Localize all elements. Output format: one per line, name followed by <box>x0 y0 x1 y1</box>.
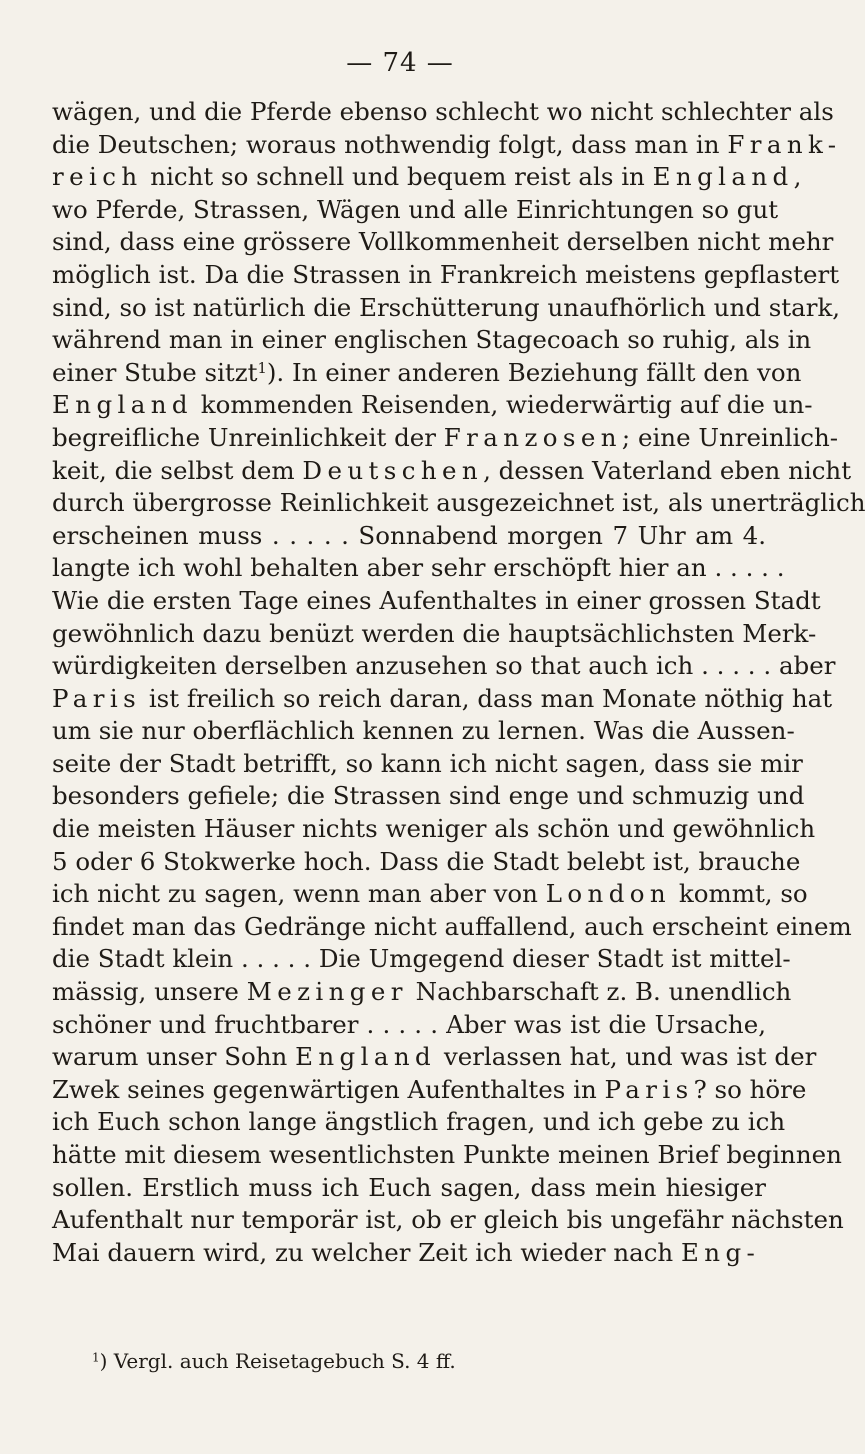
text-line <box>52 1041 817 1074</box>
footnote-reference: 1 <box>257 359 267 377</box>
text-line <box>52 226 834 259</box>
text-line <box>52 422 839 455</box>
text-run: kommenden Reisenden, wiederwärtig auf die un- <box>192 390 813 420</box>
text-run: Zwek seines gegenwärtigen Aufenthaltes in <box>52 1074 605 1104</box>
text-run: sollen. Erstlich muss ich Euch sagen, dass mein hiesiger <box>52 1172 766 1202</box>
text-run: ). In einer anderen Beziehung fällt den von <box>266 357 802 387</box>
page-number: — 74 — <box>346 48 454 78</box>
text-run: 5 oder 6 Stokwerke hoch. Dass die Stadt belebt ist, brauche <box>52 846 801 876</box>
text-line <box>52 357 802 390</box>
text-line <box>52 520 766 553</box>
text-line <box>52 585 821 618</box>
text-line <box>52 96 834 129</box>
text-run: kommt, so <box>671 879 808 909</box>
text-line <box>52 259 840 292</box>
text-line <box>52 1074 807 1107</box>
text-line <box>52 748 803 781</box>
text-run: sind, dass eine grössere Vollkommenheit derselben nicht mehr <box>52 227 834 257</box>
footnote-text: ) Vergl. auch Reisetagebuch S. 4 ff. <box>99 1349 456 1373</box>
text-run: schöner und fruchtbarer . . . . . Aber was ist die Ursache, <box>52 1009 766 1039</box>
text-run: Wie die ersten Tage eines Aufenthaltes in einer grossen Stadt <box>52 585 821 615</box>
text-run: verlassen hat, und was ist der <box>436 1042 817 1072</box>
emphasized-name: Paris <box>604 1074 694 1104</box>
text-run: keit, die selbst dem <box>52 455 303 485</box>
text-line <box>52 1172 766 1205</box>
text-run: warum unser Sohn <box>52 1042 296 1072</box>
text-line <box>52 1106 786 1139</box>
text-line <box>52 715 795 748</box>
text-run: besonders gefiele; die Strassen sind enge und schmuzig und <box>52 781 805 811</box>
text-line <box>52 1204 844 1237</box>
text-line <box>52 389 813 422</box>
text-line <box>52 194 779 227</box>
text-run: ; eine Unreinlich- <box>621 422 839 452</box>
text-run: findet man das Gedränge nicht auffallend, auch erscheint einem <box>52 911 852 941</box>
text-run: seite der Stadt betrifft, so kann ich nicht sagen, dass sie mir <box>52 748 803 778</box>
text-run: Mai dauern wird, zu welcher Zeit ich wieder nach <box>52 1237 681 1267</box>
emphasized-name: England <box>295 1042 437 1072</box>
text-run: durch übergrosse Reinlichkeit ausgezeichnet ist, als unerträglich <box>52 488 865 518</box>
emphasized-name: Frank- <box>727 129 842 159</box>
text-run: gewöhnlich dazu benüzt werden die hauptsächlichsten Merk- <box>52 618 817 648</box>
emphasized-name: Deutschen <box>302 455 484 485</box>
text-run: erscheinen muss . . . . . Sonnabend morgen 7 Uhr am 4. <box>52 520 766 550</box>
text-line <box>52 650 836 683</box>
text-run: die Deutschen; woraus nothwendig folgt, dass man in <box>52 129 728 159</box>
text-run: einer Stube sitzt <box>52 357 258 387</box>
text-run: hätte mit diesem wesentlichsten Punkte meinen Brief beginnen <box>52 1140 842 1169</box>
footnote <box>92 1348 456 1374</box>
text-run: mässig, unsere <box>52 977 247 1007</box>
text-run: um sie nur oberflächlich kennen zu lernen. Was die Aussen- <box>52 716 795 746</box>
text-line <box>52 552 785 585</box>
text-run: , <box>793 162 802 192</box>
text-line <box>52 487 865 520</box>
body-paragraph <box>52 96 865 1269</box>
emphasized-name: Mezinger <box>246 977 408 1007</box>
text-line <box>52 911 852 944</box>
text-line <box>52 780 805 813</box>
text-run: während man in einer englischen Stagecoach so ruhig, als in <box>52 325 812 355</box>
text-run: möglich ist. Da die Strassen in Frankreich meistens gepflastert <box>52 259 840 289</box>
text-run: würdigkeiten derselben anzusehen so that auch ich . . . . . aber <box>52 651 836 681</box>
footnote-marker: 1 <box>92 1350 100 1365</box>
text-run: wägen, und die Pferde ebenso schlecht wo nicht schlechter als <box>52 97 834 126</box>
text-run: ist freilich so reich daran, dass man Monate nöthig hat <box>141 683 833 713</box>
text-line <box>52 161 802 194</box>
text-line <box>52 813 816 846</box>
text-line <box>52 324 812 357</box>
emphasized-name: Paris <box>52 683 142 713</box>
text-line <box>52 683 833 716</box>
emphasized-name: Eng- <box>681 1237 761 1267</box>
text-run: ich nicht zu sagen, wenn man aber von <box>52 879 546 909</box>
text-line <box>52 846 801 879</box>
text-run: die Stadt klein . . . . . Die Umgegend dieser Stadt ist mittel- <box>52 944 791 974</box>
text-run: Nachbarschaft z. B. unendlich <box>407 977 792 1007</box>
emphasized-name: Franzosen <box>443 422 622 452</box>
text-run: langte ich wohl behalten aber sehr erschöpft hier an . . . . . <box>52 553 785 583</box>
text-run: Aufenthalt nur temporär ist, ob er gleich bis ungefähr nächsten <box>52 1205 844 1235</box>
text-run: ? so höre <box>693 1074 807 1104</box>
text-run: begreifliche Unreinlichkeit der <box>52 422 444 452</box>
text-run: ich Euch schon lange ängstlich fragen, und ich gebe zu ich <box>52 1107 786 1137</box>
emphasized-name: reich <box>52 162 143 192</box>
text-line <box>52 129 842 162</box>
text-line <box>52 1237 766 1270</box>
text-line <box>52 943 791 976</box>
text-line <box>52 976 792 1009</box>
text-run: , dessen Vaterland eben nicht <box>483 455 852 485</box>
text-line <box>52 878 808 911</box>
text-line <box>52 455 852 488</box>
text-line <box>52 1009 766 1042</box>
text-line <box>52 1139 842 1172</box>
emphasized-name: England <box>52 390 193 420</box>
text-run: wo Pferde, Strassen, Wägen und alle Einrichtungen so gut <box>52 194 779 224</box>
emphasized-name: London <box>545 879 672 909</box>
text-run: sind, so ist natürlich die Erschütterung unaufhörlich und stark, <box>52 292 841 322</box>
text-run: nicht so schnell und bequem reist als in <box>142 162 653 192</box>
text-line <box>52 618 817 651</box>
text-run: die meisten Häuser nichts weniger als schön und gewöhnlich <box>52 814 816 844</box>
text-line <box>52 292 841 325</box>
emphasized-name: England <box>652 162 794 192</box>
